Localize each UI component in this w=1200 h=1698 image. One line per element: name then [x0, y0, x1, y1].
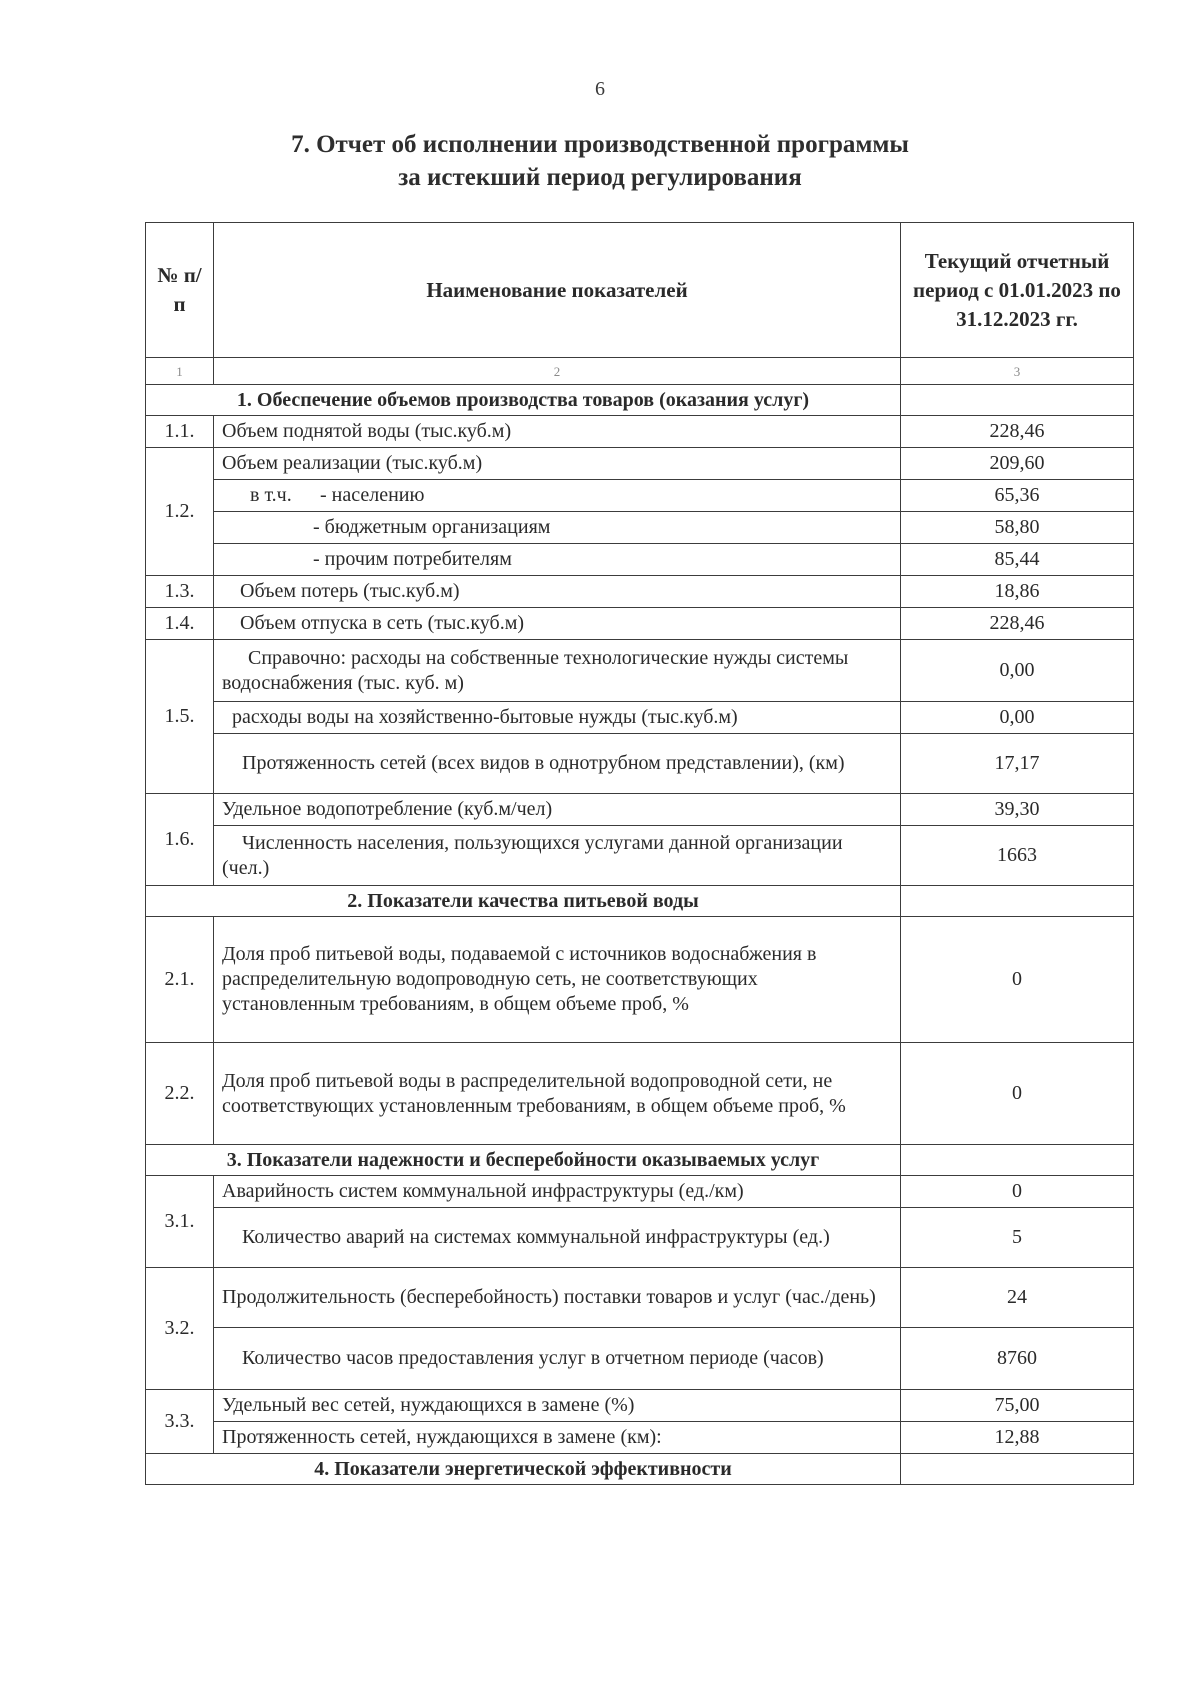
table-row	[146, 917, 1134, 1043]
row-name: Протяженность сетей (всех видов в однотрубном представлении), (км)	[214, 734, 901, 794]
row-name: Аварийность систем коммунальной инфраструктуры (ед./км)	[214, 1176, 901, 1208]
row-value: 228,46	[901, 416, 1134, 448]
row-num: 2.2.	[146, 1043, 214, 1145]
row-num: 1.5.	[146, 640, 214, 794]
table-row	[146, 734, 1134, 794]
row-value: 85,44	[901, 544, 1134, 576]
row-name: Объем реализации (тыс.куб.м)	[214, 448, 901, 480]
section-row	[146, 385, 1134, 416]
row-name: - бюджетным организациям	[214, 512, 901, 544]
table-row	[146, 480, 1134, 512]
row-num: 2.1.	[146, 917, 214, 1043]
table-row	[146, 1208, 1134, 1268]
row-name: расходы воды на хозяйственно-бытовые нужды (тыс.куб.м)	[214, 702, 901, 734]
row-value: 65,36	[901, 480, 1134, 512]
row-value: 5	[901, 1208, 1134, 1268]
section-row	[146, 1454, 1134, 1485]
row-value: 12,88	[901, 1422, 1134, 1454]
row-value: 39,30	[901, 794, 1134, 826]
row-name: Количество часов предоставления услуг в отчетном периоде (часов)	[214, 1328, 901, 1390]
section-title-2: 2. Показатели качества питьевой воды	[146, 886, 901, 917]
row-value: 0	[901, 1176, 1134, 1208]
row-num: 3.2.	[146, 1268, 214, 1390]
section-row	[146, 1145, 1134, 1176]
table-row	[146, 1176, 1134, 1208]
column-number-row	[146, 358, 1134, 385]
row-name: Справочно: расходы на собственные технологические нужды системы водоснабжения (тыс. куб. м)	[214, 640, 901, 702]
row-num: 1.4.	[146, 608, 214, 640]
table-row	[146, 512, 1134, 544]
row-value: 0,00	[901, 702, 1134, 734]
table-row	[146, 1422, 1134, 1454]
row-num: 1.6.	[146, 794, 214, 886]
production-program-report-table	[145, 222, 1134, 1485]
row-name	[214, 480, 901, 512]
table-row	[146, 1268, 1134, 1328]
row-num: 1.3.	[146, 576, 214, 608]
row-value: 18,86	[901, 576, 1134, 608]
row-num: 3.3.	[146, 1390, 214, 1454]
row-value: 24	[901, 1268, 1134, 1328]
row-value: 0,00	[901, 640, 1134, 702]
table-row	[146, 448, 1134, 480]
section-value-empty	[901, 1145, 1134, 1176]
section-value-empty	[901, 385, 1134, 416]
header-row	[146, 223, 1134, 358]
row-num: 1.1.	[146, 416, 214, 448]
row-value: 228,46	[901, 608, 1134, 640]
row-name: Объем потерь (тыс.куб.м)	[214, 576, 901, 608]
section-value-empty	[901, 886, 1134, 917]
row-name: Продолжительность (бесперебойность) поставки товаров и услуг (час./день)	[214, 1268, 901, 1328]
header-num: № п/п	[146, 223, 214, 358]
section-title-3: 3. Показатели надежности и бесперебойности оказываемых услуг	[146, 1145, 901, 1176]
table-row	[146, 416, 1134, 448]
row-name: Объем поднятой воды (тыс.куб.м)	[214, 416, 901, 448]
row-name: Доля проб питьевой воды, подаваемой с источников водоснабжения в распределительную водопроводную сеть, не соответствующих установленным требованиям, в общем объеме проб, %	[214, 917, 901, 1043]
row-name: Протяженность сетей, нуждающихся в замене (км):	[214, 1422, 901, 1454]
row-name: Удельное водопотребление (куб.м/чел)	[214, 794, 901, 826]
row-value: 0	[901, 1043, 1134, 1145]
row-value: 58,80	[901, 512, 1134, 544]
row-name: Доля проб питьевой воды в распределительной водопроводной сети, не соответствующих установленным требованиям, в общем объеме проб, %	[214, 1043, 901, 1145]
table-row	[146, 640, 1134, 702]
table-row	[146, 608, 1134, 640]
document-title-line-1: 7. Отчет об исполнении производственной программы	[291, 131, 909, 158]
section-title-4: 4. Показатели энергетической эффективности	[146, 1454, 901, 1485]
table-row	[146, 544, 1134, 576]
row-name: Удельный вес сетей, нуждающихся в замене (%)	[214, 1390, 901, 1422]
section-title-1: 1. Обеспечение объемов производства товаров (оказания услуг)	[146, 385, 901, 416]
page-number: 6	[595, 78, 605, 100]
table-row	[146, 1390, 1134, 1422]
table-row	[146, 1328, 1134, 1390]
row-value: 1663	[901, 826, 1134, 886]
column-number-2: 2	[214, 358, 901, 385]
section-row	[146, 886, 1134, 917]
row-value: 75,00	[901, 1390, 1134, 1422]
table-row	[146, 576, 1134, 608]
row-value: 17,17	[901, 734, 1134, 794]
header-name: Наименование показателей	[214, 223, 901, 358]
header-period: Текущий отчетный период с 01.01.2023 по 31.12.2023 гг.	[901, 223, 1134, 358]
row-value: 0	[901, 917, 1134, 1043]
column-number-3: 3	[901, 358, 1134, 385]
row-name: Численность населения, пользующихся услугами данной организации (чел.)	[214, 826, 901, 886]
row-prefix: в т.ч.	[250, 484, 292, 506]
table-row	[146, 1043, 1134, 1145]
row-name: Количество аварий на системах коммунальной инфраструктуры (ед.)	[214, 1208, 901, 1268]
document-title	[0, 128, 1200, 194]
row-name: Объем отпуска в сеть (тыс.куб.м)	[214, 608, 901, 640]
section-value-empty	[901, 1454, 1134, 1485]
row-name: - прочим потребителям	[214, 544, 901, 576]
row-num: 1.2.	[146, 448, 214, 576]
document-title-line-2: за истекший период регулирования	[398, 164, 802, 191]
row-value: 8760	[901, 1328, 1134, 1390]
table-row	[146, 702, 1134, 734]
column-number-1: 1	[146, 358, 214, 385]
row-value: 209,60	[901, 448, 1134, 480]
table-row	[146, 794, 1134, 826]
table-row	[146, 826, 1134, 886]
row-name-text: - населению	[320, 484, 425, 506]
row-num: 3.1.	[146, 1176, 214, 1268]
